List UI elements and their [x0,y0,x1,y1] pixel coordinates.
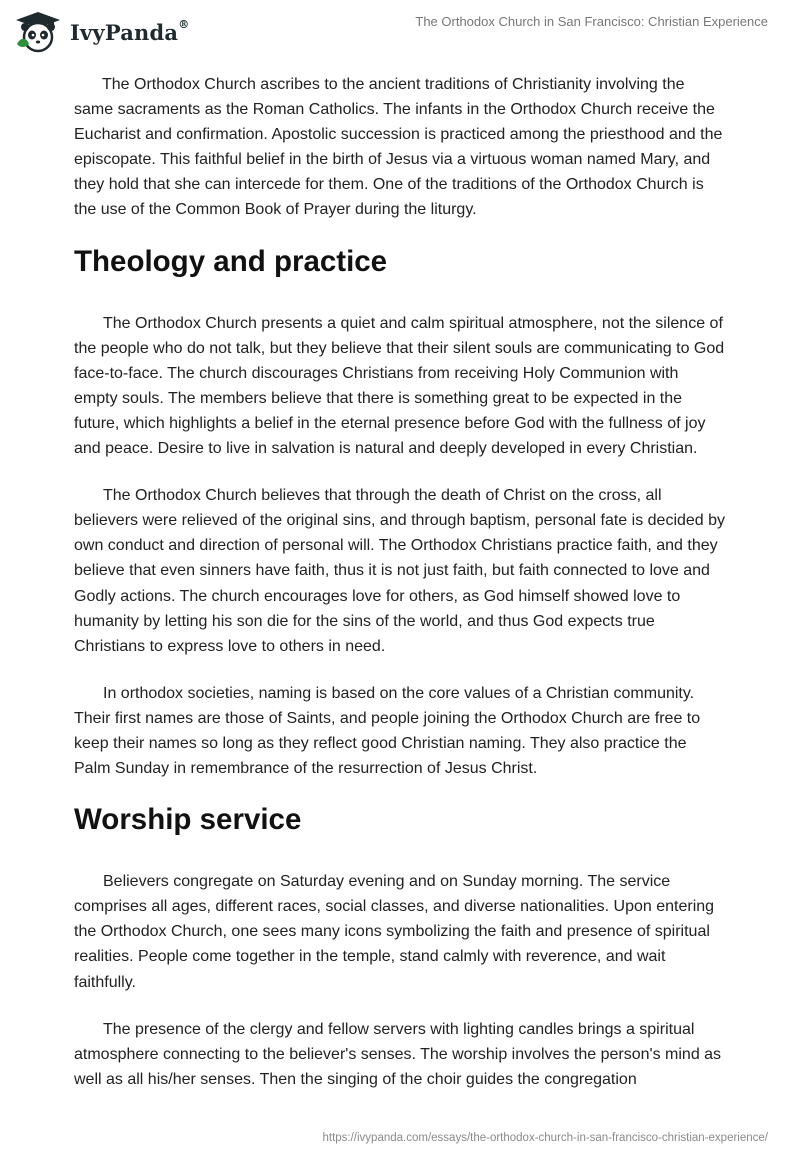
paragraph: The presence of the clergy and fellow servers with lighting candles brings a spiritual atmosphere connecting to the believer's senses. The worship involves the person's mind as well as all his/her senses. Then the singing of the choir guides the congregation [74,1020,722,1088]
section-heading-theology: Theology and practice [74,244,388,278]
logo-text: IvyPanda® [70,17,190,45]
essay-body [74,72,726,1114]
paragraph: In orthodox societies, naming is based on the core values of a Christian community. Their first names are those of Saints, and people joining the Orthodox Church are free to keep their names so long as they reflect good Christian naming. They also practice the Palm Sunday in remembrance of the resurrection of Jesus Christ. [74,684,701,778]
paragraph: Believers congregate on Saturday evening and on Sunday morning. The service comprises all ages, different races, social classes, and diverse nationalities. Upon entering the Orthodox Church, one sees many icons symbolizing the faith and presence of spiritual realities. People come together in the temple, stand calmly with reverence, and wait faithfully. [74,873,715,991]
paragraph: The Orthodox Church ascribes to the ancient traditions of Christianity involving the same sacraments as the Roman Catholics. The infants in the Orthodox Church receive the Eucharist and confirmation. Apostolic succession is practiced among the priesthood and the episcopate. This faithful belief in the birth of Jesus via a virtuous woman named Mary, and they hold that she can intercede for them. One of the traditions of the Orthodox Church is the use of the Common Book of Prayer during the liturgy. [74,76,723,219]
logo[interactable] [12,10,189,54]
section-heading-worship: Worship service [74,803,302,837]
page-header [0,0,800,60]
paragraph: The Orthodox Church presents a quiet and calm spiritual atmosphere, not the silence of the people who do not talk, but they believe that their silent souls are communicating to God face-to-face. The church discourages Christians from receiving Holy Communion with empty souls. The members believe that there is something great to be expected in the future, which highlights a belief in the eternal presence before God with the fullness of joy and peace. Desire to live in salvation is natural and deeply developed in every Christian. [74,314,725,458]
document-title: The Orthodox Church in San Francisco: Christian Experience [415,14,768,29]
source-url-link[interactable]: https://ivypanda.com/essays/the-orthodox-church-in-san-francisco-christian-experience/ [322,1132,768,1144]
paragraph: The Orthodox Church believes that through the death of Christ on the cross, all believers were relieved of the original sins, and through baptism, personal fate is decided by own conduct and direction of personal will. The Orthodox Christians practice faith, and they believe that even sinners have faith, thus it is not just faith, but faith connected to love and Godly actions. The church encourages love for others, as God himself showed love to humanity by letting his son die for the sins of the world, and thus God expects true Christians to express love to others in need. [74,487,726,655]
panda-logo-icon [12,10,64,54]
